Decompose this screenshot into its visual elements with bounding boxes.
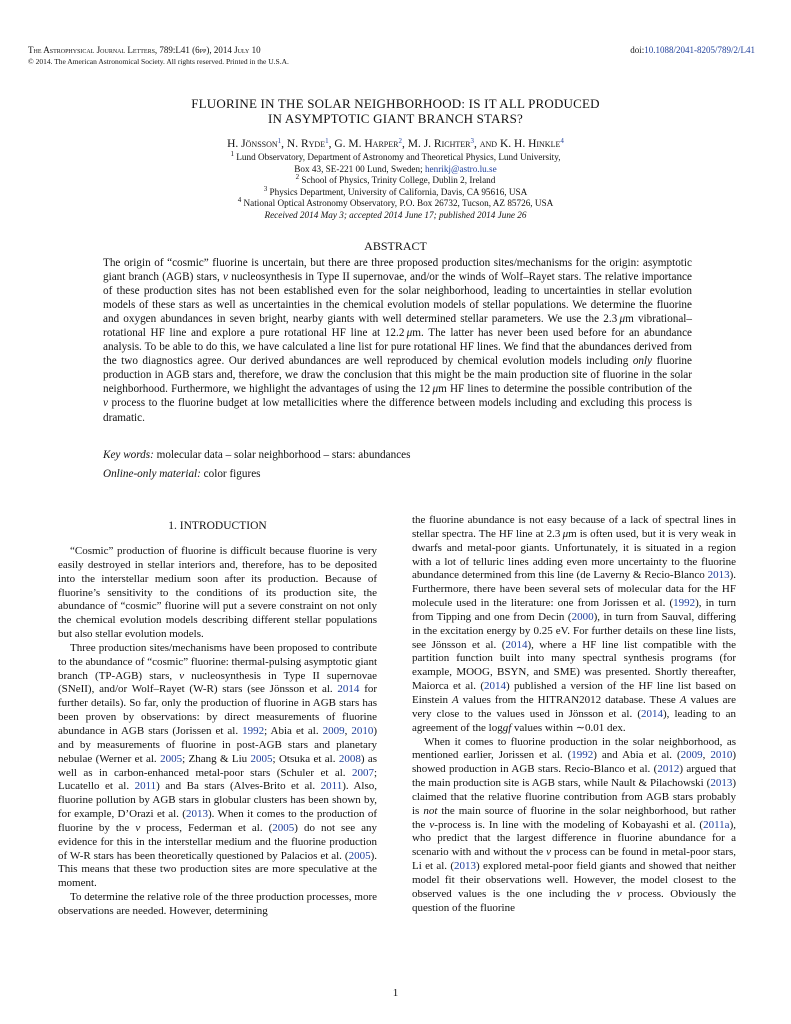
citation-link[interactable]: 2014 [640, 707, 663, 720]
online-label: Online-only material: [103, 468, 201, 480]
intro-paragraph-3-cont: the fluorine abundance is not easy because of a lack of spectral lines in stellar spectra. The HF line at 2.3 μm is often used, but it is very weak in dwarfs and metal-poor giants. Unfortunately, it is situated in a region with a lot of telluric lines adding even more uncertainty to the fluorine abundance determined from this line (de Laverny & Recio-Blanco 2013). Furthermore, there have been several sets of molecular data for the HF molecule used in the literature: one from Jorissen et al. (1992), in turn from Tipping and one from Decin (2000), in turn from Sauval, differing in the excitation energy by 0.25 eV. For further details on these line lists, see Jönsson et al. (2014), where a HF line list compatible with the partition function built into many spectral synthesis programs (for example, MOOG, BSYN, and SME) was presented. Shortly thereafter, Maiorca et al. (2014) published a version of the HF line list based on Einstein A values from the HITRAN2012 database. These A values are very close to the values used in Jönsson et al. (2014), leading to an agreement of the loggf values within ∼0.01 dex. [412, 514, 737, 734]
author-4: M. J. Richter [407, 138, 471, 150]
author-2: N. Ryde [286, 138, 326, 150]
doi-prefix: doi: [630, 45, 645, 55]
citation-link[interactable]: 1992 [571, 749, 594, 762]
citation-link[interactable]: 2010 [710, 749, 733, 762]
citation-link[interactable]: 2011 [134, 780, 157, 793]
abstract-heading: ABSTRACT [364, 239, 427, 253]
intro-paragraph-2: Three production sites/mechanisms have been proposed to contribute to the abundance of “cosmic” fluorine: thermal-pulsing asymptotic giant branch (TP-AGB) stars, ν nucleosynthesis in Type II supernovae (SNeII), and/or Wolf–Rayet (W-R) stars (see Jönsson et al. 2014 for further details). So far, only the production of fluorine in AGB stars has been proven by observations: by direct measurements of fluorine abundance in AGB stars (Jorissen et al. 1992; Abia et al. 2009, 2010) and by measurements of fluorine in post-AGB stars and planetary nebulae (Werner et al. 2005; Zhang & Liu 2005; Otsuka et al. 2008) as well as in carbon-enhanced metal-poor stars (Schuler et al. 2007; Lucatello et al. 2011) and Ba stars (Alves-Brito et al. 2011). Also, fluorine pollution by AGB stars in globular clusters has been shown by, for example, D’Orazi et al. (2013). When it comes to the production of fluorine by the ν process, Federman et al. (2005) do not see any evidence for this in the interstellar medium and the fluorine production of W-R stars has been theoretically questioned by Palacios et al. (2005). This means that these two production sites are more speculative at the moment. [58, 641, 378, 890]
right-column [412, 514, 736, 915]
citation-link[interactable]: 2014 [505, 638, 528, 651]
online-text: color figures [203, 468, 261, 480]
citation-link[interactable]: 2013 [710, 777, 733, 790]
citation-link[interactable]: 2005 [160, 752, 183, 765]
running-header [28, 44, 755, 68]
intro-paragraph-4: When it comes to fluorine production in the solar neighborhood, as mentioned earlier, Jorissen et al. (1992) and Abia et al. (2009, 2010) showed production in AGB stars. Recio-Blanco et al. (2012) argued that the main production site is AGB stars, while Nault & Pilachowski (2013) claimed that the relative fluorine contribution from AGB stars probably is not the main source of fluorine in the solar neighborhood, but rather the ν-process is. In line with the modeling of Kobayashi et al. (2011a), who predict that the largest difference in fluorine abundance for a scenario with and without the ν process can be found in metal-poor stars, Li et al. (2013) explored metal-poor field giants and showed that neither model fit their observations well. However, the model closest to the observed values is the one including the ν process. Obviously the question of the fluorine [412, 735, 737, 914]
citation-link[interactable]: 2005 [250, 752, 273, 765]
affiliation-1-cont: Box 43, SE-221 00 Lund, Sweden; henrikj@astro.lu.se [294, 163, 497, 174]
journal-citation: The Astrophysical Journal Letters, 789:L41 (6pp), 2014 July 10 [28, 45, 261, 55]
online-material [103, 467, 692, 481]
author-and: and [479, 138, 498, 150]
citation-link[interactable]: 2013 [707, 569, 730, 582]
affiliation-2: $^2$ School of Physics, Trinity College, Dublin 2, Ireland [295, 173, 496, 185]
keywords-text: molecular data – solar neighborhood – stars: abundances [156, 449, 411, 461]
citation-link[interactable]: 2011a [703, 818, 730, 831]
section-heading-introduction: 1. INTRODUCTION [168, 520, 267, 532]
citation-link[interactable]: 2013 [185, 808, 208, 821]
affiliation-1: $^1$ Lund Observatory, Department of Astronomy and Theoretical Physics, Lund University, [230, 150, 561, 162]
page-number: 1 [392, 987, 399, 999]
abstract-body: The origin of “cosmic” fluorine is uncertain, but there are three proposed production sites/mechanisms for the origin: asymptotic giant branch (AGB) stars, ν nucleosynthesis in Type II supernovae, and/or the winds of Wolf–Rayet stars. The relative importance of these production sites has not been established even for the solar neighborhood, leading to uncertainties in stellar evolution models of these stars as well as uncertainties in the chemical evolution models of stellar populations. We determine the fluorine and oxygen abundances in seven bright, nearby giants with well determined stellar parameters. We use the 2.3 μm vibrational–rotational HF line and explore a pure rotational HF line at 12.2 μm. The latter has never been used before for an abundance analysis. To be able to do this, we have calculated a line list for pure rotational HF lines. We find that the abundances derived from the two diagnostics agree. Our derived abundances are well reproduced by chemical evolution models including only fluorine production in AGB stars and, therefore, we draw the conclusion that this might be the main production site of fluorine in the solar neighborhood. Furthermore, we highlight the advantages of using the 12 μm HF lines to determine the possible contribution of the ν process to the fluorine budget at low metallicities where the difference between models including and excluding this process is dramatic. [103, 257, 693, 424]
received-dates: Received 2014 May 3; accepted 2014 June 17; published 2014 June 26 [264, 209, 527, 220]
keywords [103, 448, 692, 462]
affiliation-3: $^3$ Physics Department, University of California, Davis, CA 95616, USA [263, 184, 528, 197]
citation-link[interactable]: 2014 [484, 680, 507, 693]
citation-link[interactable]: 2009 [680, 749, 703, 762]
title-line-2: IN ASYMPTOTIC GIANT BRANCH STARS? [268, 111, 523, 126]
intro-paragraph-1: “Cosmic” production of fluorine is difficult because fluorine is very easily destroyed in stellar interiors and, therefore, has to be deposited into the interstellar medium soon after its production. Because of fluorine’s sensitivity to the conditions of its production site, the abundance of “cosmic” fluorine will put a severe constraint on not only the chemical evolution models describing different stellar populations but also stellar evolution models. [58, 545, 377, 641]
keywords-label: Key words: [103, 449, 154, 461]
citation-link[interactable]: 1992 [673, 597, 696, 610]
doi [630, 44, 755, 56]
intro-paragraph-3: To determine the relative role of the three production processes, more observations are needed. However, determining [58, 891, 377, 917]
citation-link[interactable]: 2005 [348, 849, 371, 862]
citation-link[interactable]: 2014 [337, 683, 360, 696]
copyright: © 2014. The American Astronomical Society. All rights reserved. Printed in the U.S.A. [28, 57, 289, 66]
author-1-affil[interactable]: 1 [277, 137, 282, 145]
author-4-affil[interactable]: 3 [470, 137, 474, 145]
author-3: G. M. Harper [334, 138, 399, 150]
email-link[interactable]: henrikj@astro.lu.se [424, 163, 497, 174]
author-3-affil[interactable]: 2 [398, 137, 402, 145]
citation-link[interactable]: 2012 [657, 763, 680, 776]
author-1: H. Jönsson [227, 138, 278, 150]
title-line-1: FLUORINE IN THE SOLAR NEIGHBORHOOD: IS IT ALL PRODUCED [191, 96, 600, 111]
citation-link[interactable]: 2007 [351, 766, 374, 779]
author-5: K. H. Hinkle [499, 138, 561, 150]
author-2-affil[interactable]: 1 [325, 137, 329, 145]
author-list: H. Jönsson$^1$, N. Ryde$^1$, G. M. Harper$^2$, M. J. Richter$^3$, and K. H. Hinkle$^4$ [227, 137, 564, 150]
doi-link[interactable]: 10.1088/2041-8205/789/2/L41 [644, 45, 755, 55]
left-column [58, 545, 377, 919]
citation-link[interactable]: 2005 [272, 821, 295, 834]
citation-link[interactable]: 1992 [242, 724, 265, 737]
paper-title [0, 96, 791, 126]
affiliations [0, 152, 791, 221]
affiliation-4: $^4$ National Optical Astronomy Observatory, P.O. Box 26732, Tucson, AZ 85726, USA [237, 196, 554, 208]
citation-link[interactable]: 2010 [351, 724, 374, 737]
citation-link[interactable]: 2000 [571, 610, 594, 623]
citation-link[interactable]: 2013 [454, 860, 477, 873]
citation-link[interactable]: 2008 [338, 752, 361, 765]
author-5-affil[interactable]: 4 [560, 137, 564, 145]
citation-link[interactable]: 2011 [320, 780, 343, 793]
citation-link[interactable]: 2009 [322, 724, 345, 737]
